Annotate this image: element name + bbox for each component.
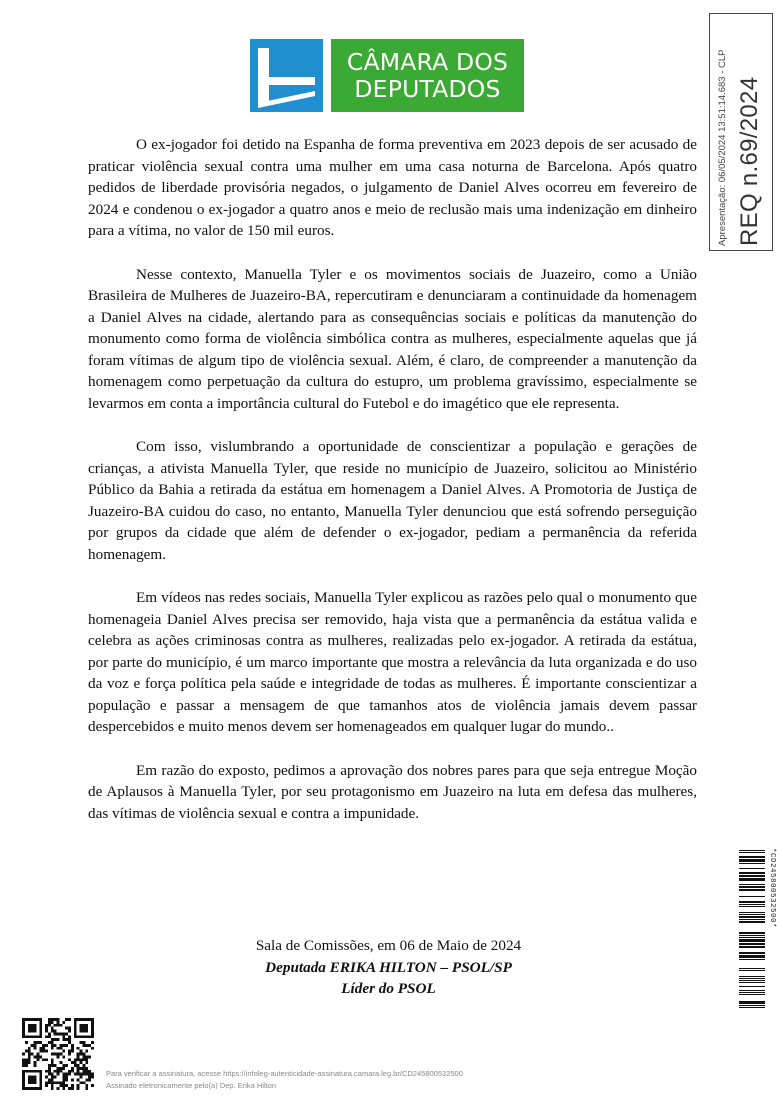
presentation-timestamp: Apresentação: 06/05/2024 13:51:14.683 - CLP (717, 49, 728, 246)
document-body (88, 134, 697, 846)
barcode-number: *CD245800532500* (768, 848, 776, 929)
camara-logo (250, 39, 524, 112)
logo-text-line1: CÂMARA DOS (346, 48, 509, 76)
signer-role: Líder do PSOL (341, 980, 436, 997)
signed-by-text: Assinado eletronicamente pelo(a) Dep. Erika Hilton (106, 1081, 277, 1090)
camara-emblem-icon (250, 39, 323, 112)
signer-name: Deputada ERIKA HILTON – PSOL/SP (265, 958, 512, 976)
paragraph: Nesse contexto, Manuella Tyler e os movimentos sociais de Juazeiro, como a União Brasileira de Mulheres de Juazeiro-BA, repercutiram e denunciaram a continuidade da homenagem a Daniel Alves na cidade, alertando para as consequências sociais e políticas da manutenção do monumento como forma de violência simbólica contra as mulheres, especialmente aquelas que já foram vítimas de algum tipo de violência sexual. Além, é claro, de compreender a manutenção da homenagem como perpetuação da cultura do estupro, um problema gravíssimo, especialmente se levarmos em conta a importância cultural do Futebol e do imagético que ele representa. (88, 265, 697, 412)
logo-text-line2: DEPUTADOS (354, 75, 501, 103)
verification-link-text: Para verificar a assinatura, acesse https://infoleg-autenticidade-assinatura.camara.leg.br/CD245800532500 (106, 1069, 463, 1078)
paragraph: O ex-jogador foi detido na Espanha de forma preventiva em 2023 depois de ser acusado de praticar violência sexual contra uma mulher em uma casa noturna de Barcelona. Após quatro pedidos de liberdade provisória negados, o julgamento de Daniel Alves ocorreu em fevereiro de 2024 e condenou o ex-jogador a quatro anos e meio de reclusão mais uma indenização em dinheiro para a vítima, no valor de 150 mil euros. (88, 136, 697, 239)
paragraph: Em razão do exposto, pedimos a aprovação dos nobres pares para que seja entregue Moção de Aplausos à Manuella Tyler, por seu protagonismo em Juazeiro na luta em defesa das mulheres, das vítimas de violência sexual e contra a impunidade. (88, 761, 697, 822)
paragraph: Em vídeos nas redes sociais, Manuella Tyler explicou as razões pelo qual o monumento que homenageia Daniel Alves precisa ser removido, haja vista que a permanência da estátua valida e celebra as ações criminosas contra as mulheres, realizadas pelo ex-jogador. A retirada da estátua, por parte do município, é um marco importante que mostra a relevância da luta organizada e do uso da voz e força política pela saúde e integridade de todas as mulheres. É importante conscientizar a população e passar a mensagem de que tamanhos atos de violência jamais devem passar despercebidos e muito menos devem ser homenageados em qualquer lugar do mundo.. (88, 589, 697, 735)
signature-verification-note (106, 1068, 463, 1092)
registration-stamp (709, 13, 773, 251)
place-date: Sala de Comissões, em 06 de Maio de 2024 (255, 937, 522, 954)
signature-block (0, 935, 777, 1000)
request-number: REQ n.69/2024 (736, 76, 763, 246)
paragraph: Com isso, vislumbrando a oportunidade de conscientizar a população e gerações de crianças, a ativista Manuella Tyler, que reside no município de Juazeiro, solicitou ao Ministério Público da Bahia a retirada da estátua em homenagem a Daniel Alves. A Promotoria de Justiça de Juazeiro-BA cuidou do caso, no entanto, Manuella Tyler denunciou que está sofrendo perseguição por grupos da cidade que além de defender o ex-jogador, pediam a permanência da referida homenagem. (88, 438, 697, 563)
logo-wordmark (331, 39, 524, 112)
qr-code-icon (22, 1018, 94, 1090)
